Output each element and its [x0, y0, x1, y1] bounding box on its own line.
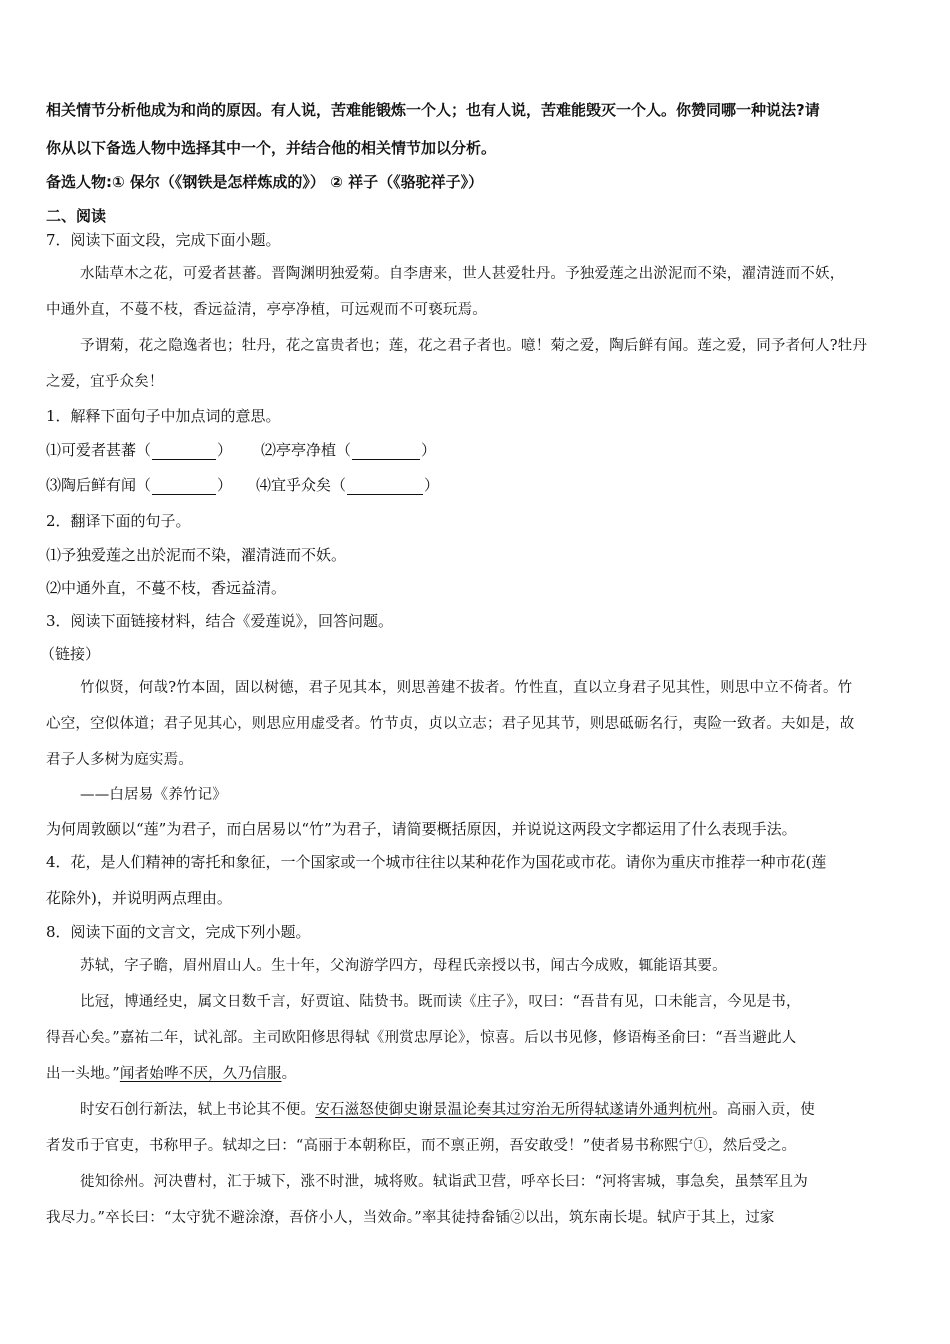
answer-blank-1[interactable]	[152, 443, 216, 460]
q7-sub1-heading: 1．解释下面句子中加点词的意思。	[46, 407, 281, 425]
q8-text: 出一头地。”	[46, 1066, 120, 1082]
item-2-text: ⑵亭亭净植（	[261, 441, 352, 459]
item-close: ）	[421, 441, 437, 459]
q8-heading: 8．阅读下面的文言文，完成下列小题。	[46, 923, 311, 941]
q8-passage-line: 徙知徐州。河决曹村，汇于城下，涨不时泄，城将败。轼诣武卫营，呼卒长曰：“河将害城，事急矣，虽禁军且为	[80, 1174, 808, 1190]
q7-sub2-item: ⑵中通外直，不蔓不枝，香远益清。	[46, 579, 287, 597]
q8-passage-line: 我尽力。”卒长曰：“太守犹不避涂潦，吾侪小人，当效命。”率其徒持畚锸②以出，筑东南长堤。轼庐于其上，过家	[46, 1210, 775, 1226]
answer-blank-2[interactable]	[352, 443, 420, 460]
section-title: 二、阅读	[46, 207, 107, 225]
item-4-text: ⑷宜乎众矣（	[256, 476, 347, 494]
q7-sub3-heading: 3．阅读下面链接材料，结合《爱莲说》，回答问题。	[46, 612, 394, 630]
q8-passage-line	[46, 1064, 296, 1084]
q7-sub4-line: 4．花，是人们精神的寄托和象征，一个国家或一个城市往往以某种花作为国花或市花。请你为重庆市推荐一种市花(莲	[46, 853, 827, 871]
q7-sub1-row	[46, 475, 232, 495]
q8-text: 。	[281, 1066, 297, 1082]
q8-passage-line	[80, 1100, 815, 1120]
q8-text: 。高丽入贡，使	[712, 1102, 816, 1118]
item-close: ）	[217, 441, 233, 459]
q7-sub2-item: ⑴予独爱莲之出於泥而不染，濯清涟而不妖。	[46, 546, 347, 564]
item-3-text: ⑶陶后鲜有闻（	[46, 476, 152, 494]
q8-text: 时安石创行新法，轼上书论其不便。	[80, 1102, 316, 1118]
q7-passage-line: 水陆草木之花，可爱者甚蕃。晋陶渊明独爱菊。自李唐来，世人甚爱牡丹。予独爱莲之出淤泥而不染，濯清涟而不妖，	[80, 266, 845, 282]
link-label: （链接）	[40, 645, 101, 663]
q7-passage-line: 中通外直，不蔓不枝，香远益清，亭亭净植，可远观而不可亵玩焉。	[46, 302, 487, 318]
intro-line-1: 相关情节分析他成为和尚的原因。有人说，苦难能锻炼一个人；也有人说，苦难能毁灭一个人。你赞同哪一种说法?请	[46, 101, 820, 119]
link-passage-line: 心空，空似体道；君子见其心，则思应用虚受者。竹节贞，贞以立志；君子见其节，则思砥砺名行，夷险一致者。夫如是，故	[46, 716, 855, 732]
q7-sub4-line: 花除外)，并说明两点理由。	[46, 889, 232, 907]
q7-sub1-row	[46, 440, 232, 460]
q7-passage-line: 予谓菊，花之隐逸者也；牡丹，花之富贵者也；莲，花之君子者也。噫！菊之爱，陶后鲜有闻。莲之爱，同予者何人?牡丹	[80, 338, 868, 354]
item-close: ）	[424, 476, 440, 494]
q8-passage-line: 得吾心矣。”嘉祐二年，试礼部。主司欧阳修思得轼《刑赏忠厚论》，惊喜。后以书见修，修语梅圣俞曰：“吾当避此人	[46, 1030, 797, 1046]
q7-sub1-row	[261, 440, 436, 460]
intro-line-3: 备选人物:① 保尔（《钢铁是怎样炼成的》） ② 祥子（《骆驼祥子》）	[46, 173, 484, 191]
q7-passage-line: 之爱，宜乎众矣！	[46, 374, 164, 390]
underlined-sentence: 安石滋怒使御史谢景温论奏其过穷治无所得轼遂请外通判杭州	[315, 1102, 713, 1118]
intro-line-2: 你从以下备选人物中选择其中一个，并结合他的相关情节加以分析。	[46, 139, 497, 157]
answer-blank-3[interactable]	[152, 478, 216, 495]
item-1-text: ⑴可爱者甚蕃（	[46, 441, 152, 459]
link-passage-line: 竹似贤，何哉?竹本固，固以树德，君子见其本，则思善建不拔者。竹性直，直以立身君子见其性，则思中立不倚者。竹	[80, 680, 853, 696]
q7-sub2-heading: 2．翻译下面的句子。	[46, 512, 191, 530]
link-passage-line: 君子人多树为庭实焉。	[46, 752, 193, 768]
q8-passage-line: 苏轼，字子瞻，眉州眉山人。生十年，父洵游学四方，母程氏亲授以书，闻古今成败，辄能语其要。	[80, 958, 727, 974]
answer-blank-4[interactable]	[347, 478, 423, 495]
link-source: ——白居易《养竹记》	[80, 787, 227, 803]
q8-passage-line: 比冠，博通经史，属文日数千言，好贾谊、陆贽书。既而读《庄子》，叹曰：“吾昔有见，口未能言，今见是书，	[80, 994, 801, 1010]
item-close: ）	[217, 476, 233, 494]
q7-sub3-question: 为何周敦颐以“莲”为君子，而白居易以“竹”为君子，请简要概括原因，并说说这两段文字都运用了什么表现手法。	[46, 820, 797, 838]
underlined-sentence: 闻者始哗不厌，久乃信服	[119, 1066, 282, 1082]
q8-passage-line: 者发币于官吏，书称甲子。轼却之曰：“高丽于本朝称臣，而不禀正朔，吾安敢受！”使者易书称熙宁①，然后受之。	[46, 1138, 797, 1154]
q7-heading: 7．阅读下面文段，完成下面小题。	[46, 231, 281, 249]
q7-sub1-row	[256, 475, 439, 495]
